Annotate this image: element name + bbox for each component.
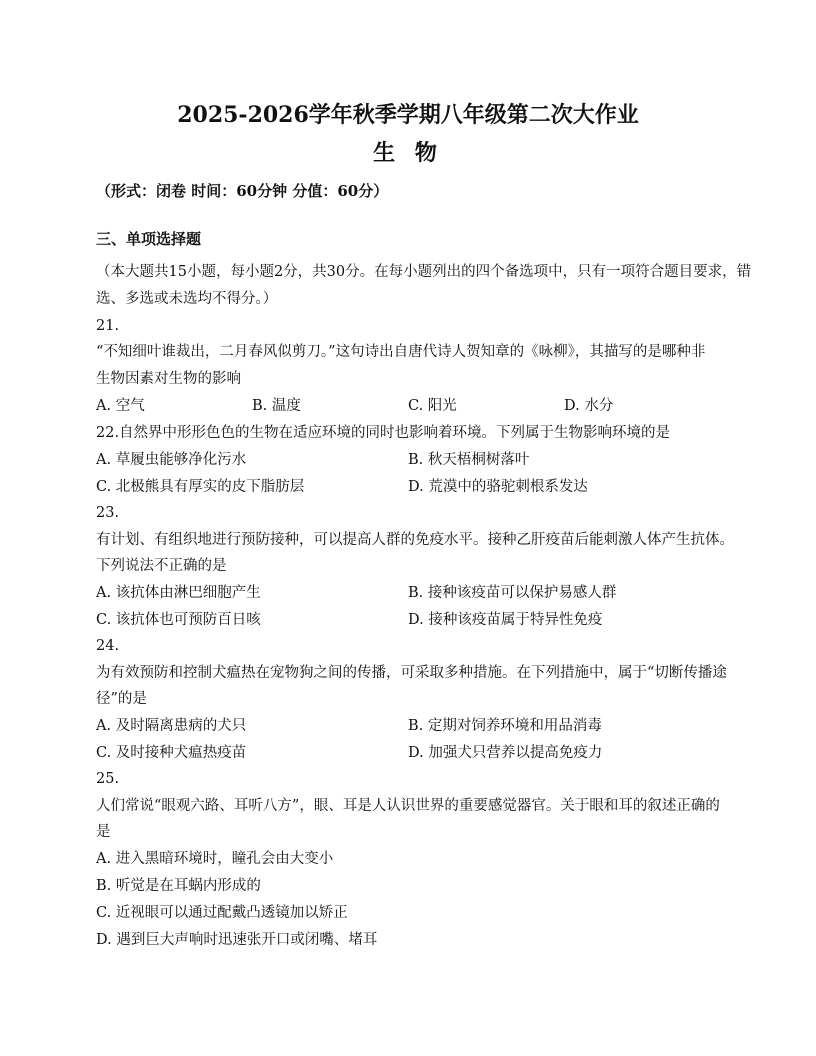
option-d: D. 水分: [564, 398, 614, 414]
option-c: C. 北极熊具有厚实的皮下脂肪层: [96, 479, 305, 495]
question-stem-line: “不知细叶谁裁出，二月春风似剪刀。”这句诗出自唐代诗人贺知章的《咏柳》，其描写的是哪种非: [96, 344, 706, 360]
subject-title: 生 物: [373, 140, 443, 166]
exam-meta: （形式：闭卷 时间：60分钟 分值：60分）: [96, 182, 389, 200]
option-a: A. 及时隔离患病的犬只: [96, 718, 247, 734]
question-number: 24.: [96, 638, 120, 654]
option-a: A. 该抗体由淋巴细胞产生: [96, 585, 261, 601]
option-b: B. 接种该疫苗可以保护易感人群: [408, 585, 617, 601]
question-stem-line: 下列说法不正确的是: [96, 558, 227, 574]
section-heading: 三、单项选择题: [96, 230, 202, 248]
question-stem-line: 为有效预防和控制犬瘟热在宠物狗之间的传播，可采取多种措施。在下列措施中，属于“切断传播途: [96, 665, 727, 681]
question-number: 25.: [96, 771, 120, 787]
question-number: 23.: [96, 505, 120, 521]
question-stem-line: 有计划、有组织地进行预防接种，可以提高人群的免疫水平。接种乙肝疫苗后能刺激人体产生抗体。: [96, 532, 734, 548]
question-stem-line: 人们常说“眼观六路、耳听八方”，眼、耳是人认识世界的重要感觉器官。关于眼和耳的叙述正确的: [96, 798, 720, 814]
option-a: A. 进入黑暗环境时，瞳孔会由大变小: [96, 851, 334, 867]
option-b: B. 秋天梧桐树落叶: [408, 452, 530, 468]
option-c: C. 该抗体也可预防百日咳: [96, 612, 261, 628]
option-b: B. 定期对饲养环境和用品消毒: [408, 718, 602, 734]
question-stem-line: 生物因素对生物的影响: [96, 371, 241, 387]
option-c: C. 近视眼可以通过配戴凸透镜加以矫正: [96, 905, 348, 921]
option-a: A. 空气: [96, 398, 145, 414]
option-d: D. 荒漠中的骆驼刺根系发达: [408, 479, 588, 495]
option-d: D. 加强犬只营养以提高免疫力: [408, 745, 603, 761]
option-d: D. 遇到巨大声响时迅速张开口或闭嘴、堵耳: [96, 932, 378, 948]
question-stem-line: 22.自然界中形形色色的生物在适应环境的同时也影响着环境。下列属于生物影响环境的是: [96, 425, 671, 441]
question-stem-line: 是: [96, 824, 111, 840]
option-b: B. 听觉是在耳蜗内形成的: [96, 878, 261, 894]
option-a: A. 草履虫能够净化污水: [96, 452, 247, 468]
section-instructions-line: 选、多选或未选均不得分。）: [96, 291, 278, 307]
option-b: B. 温度: [252, 398, 301, 414]
exam-title: 2025-2026学年秋季学期八年级第二次大作业: [177, 102, 639, 128]
option-c: C. 阳光: [408, 398, 457, 414]
question-stem-line: 径”的是: [96, 691, 147, 707]
option-c: C. 及时接种犬瘟热疫苗: [96, 745, 247, 761]
option-d: D. 接种该疫苗属于特异性免疫: [408, 612, 603, 628]
section-instructions-line: （本大题共15小题，每小题2分，共30分。在每小题列出的四个备选项中，只有一项符合题目要求，错: [96, 264, 752, 280]
question-number: 21.: [96, 318, 120, 334]
